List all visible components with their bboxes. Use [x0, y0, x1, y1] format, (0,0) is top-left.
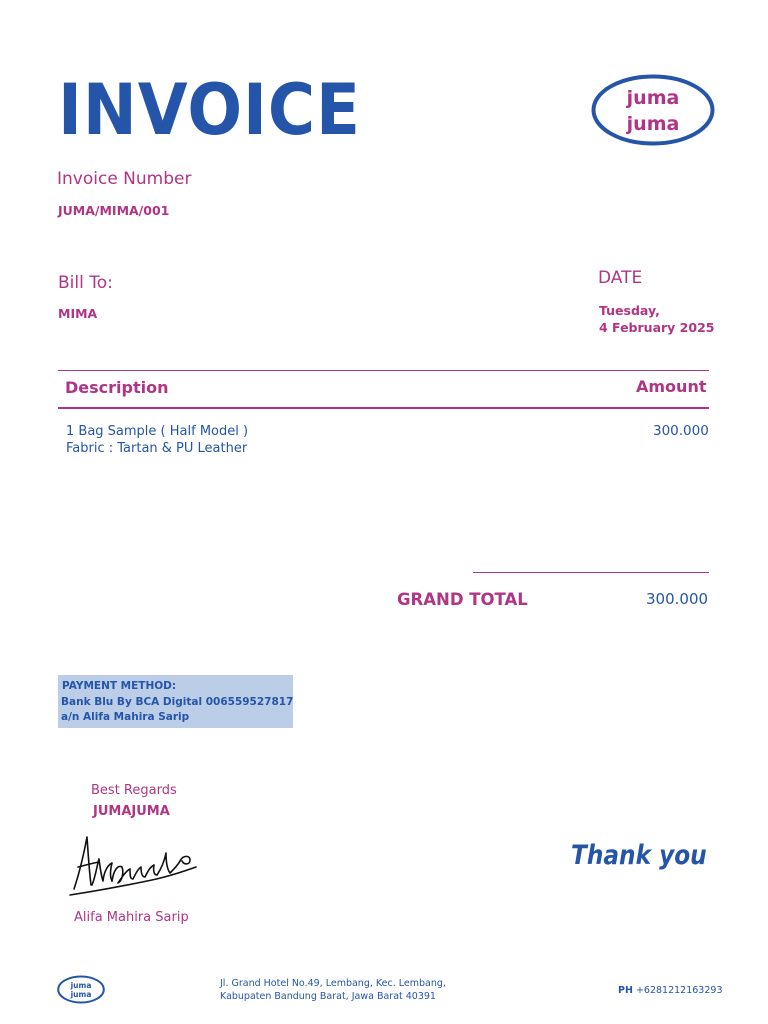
phone-label: PH: [618, 985, 633, 996]
logo-text-line1: juma: [626, 87, 680, 109]
invoice-number-label: Invoice Number: [57, 169, 192, 189]
table-header-divider: [58, 407, 709, 409]
footer-logo: [57, 975, 105, 1004]
invoice-title: INVOICE: [58, 69, 361, 151]
handwritten-signature: [66, 825, 201, 905]
total-divider: [473, 572, 709, 573]
address-line-1: Jl. Grand Hotel No.49, Lembang, Kec. Lembang,: [220, 978, 446, 989]
regards-text: Best Regards: [91, 783, 177, 798]
grand-total-label: GRAND TOTAL: [397, 590, 528, 609]
date-full: 4 February 2025: [599, 320, 715, 335]
logo-text-line2: juma: [626, 113, 680, 135]
payment-bank: Bank Blu By BCA Digital 006559527817: [61, 696, 294, 708]
signer-name: Alifa Mahira Sarip: [74, 910, 189, 925]
payment-account-name: a/n Alifa Mahira Sarip: [61, 711, 190, 723]
footer-logo-text-line2: juma: [70, 990, 92, 999]
thank-you-text: Thank you: [571, 840, 707, 871]
date-label: DATE: [598, 268, 643, 288]
payment-method-title: PAYMENT METHOD:: [62, 680, 177, 692]
item-description-line: 1 Bag Sample ( Half Model ): [66, 424, 249, 439]
bill-to-name: MIMA: [58, 306, 98, 321]
invoice-number: JUMA/MIMA/001: [58, 203, 170, 218]
company-name: JUMAJUMA: [93, 804, 170, 819]
item-amount: 300.000: [653, 423, 709, 439]
date-day: Tuesday,: [599, 303, 660, 318]
phone-value: +6281212163293: [635, 985, 723, 996]
address-line-2: Kabupaten Bandung Barat, Jawa Barat 40391: [220, 991, 436, 1002]
brand-logo: [591, 74, 715, 146]
amount-header: Amount: [636, 377, 707, 396]
description-header: Description: [65, 378, 169, 397]
footer-logo-text-line1: juma: [70, 981, 92, 990]
bill-to-label: Bill To:: [58, 273, 113, 293]
item-description-line: Fabric : Tartan & PU Leather: [66, 441, 248, 456]
phone-number: [618, 985, 723, 996]
grand-total-value: 300.000: [646, 590, 709, 608]
table-top-divider: [58, 370, 709, 371]
